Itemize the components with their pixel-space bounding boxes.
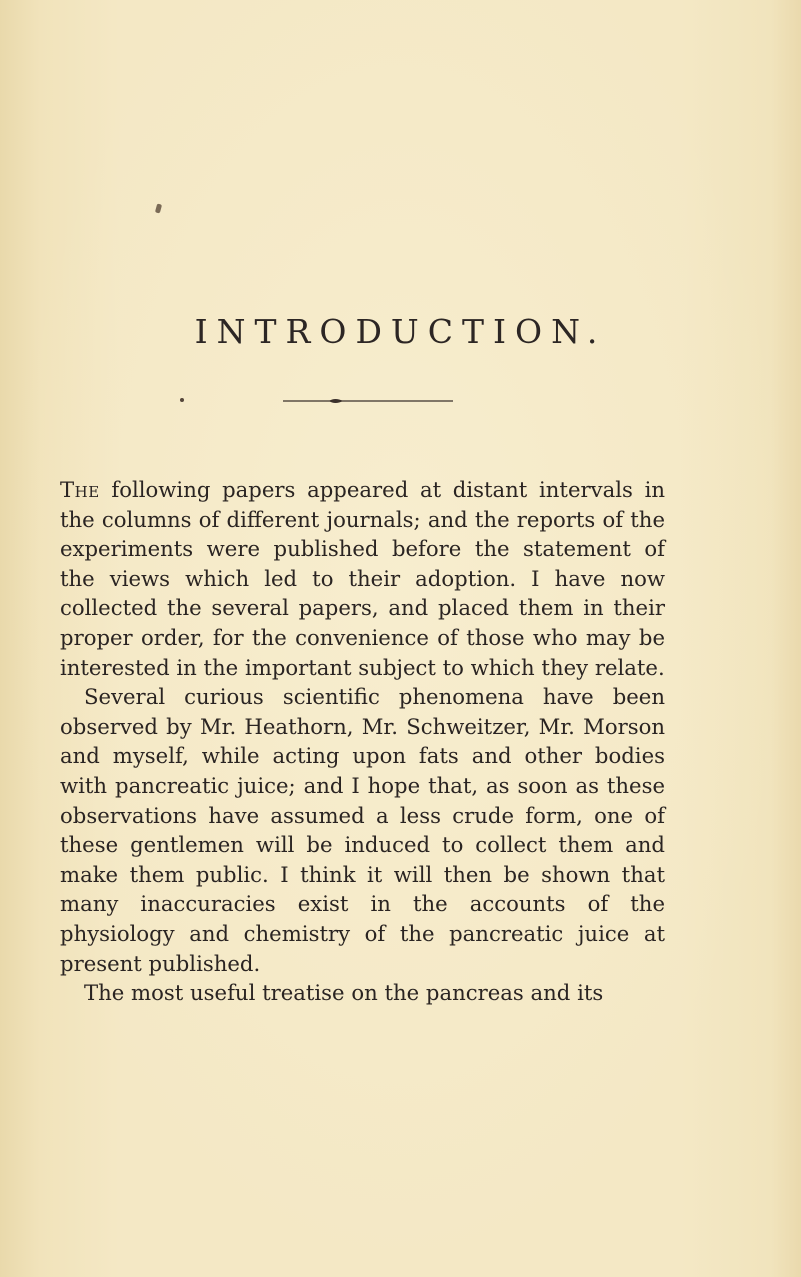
paragraph-3: The most useful treatise on the pancreas and its: [84, 980, 604, 1006]
ink-speck: [155, 204, 162, 214]
paragraph-2: Several curious scientific phenomena have been observed by Mr. Heathorn, Mr. Schweitzer, Mr. Morson and myself, while acting upon fats and other bodies with pancreatic juice; and I hope that, as soon as these observations have assumed a less crude form, one of these gentlemen will be induced to collect them and make them public. I think it will then be shown that many inaccuracies exist in the accounts of the physiology and chemistry of the pancreatic juice at present published.: [60, 684, 665, 976]
paragraph-lead: The: [60, 477, 100, 502]
paragraph-text: following papers appeared at distant intervals in the columns of different journals; and the reports of the experiments were published before the statement of the views which led to their adoption. I have now collected the several papers, and placed them in their proper order, for the convenience of those who may be interested in the important subject to which they relate.: [60, 477, 665, 680]
ornamental-rule: [283, 396, 453, 406]
paragraph-1: [60, 475, 665, 682]
body-text: [60, 475, 665, 1008]
page-title: INTRODUCTION.: [194, 312, 607, 351]
ink-dot: [180, 398, 184, 402]
